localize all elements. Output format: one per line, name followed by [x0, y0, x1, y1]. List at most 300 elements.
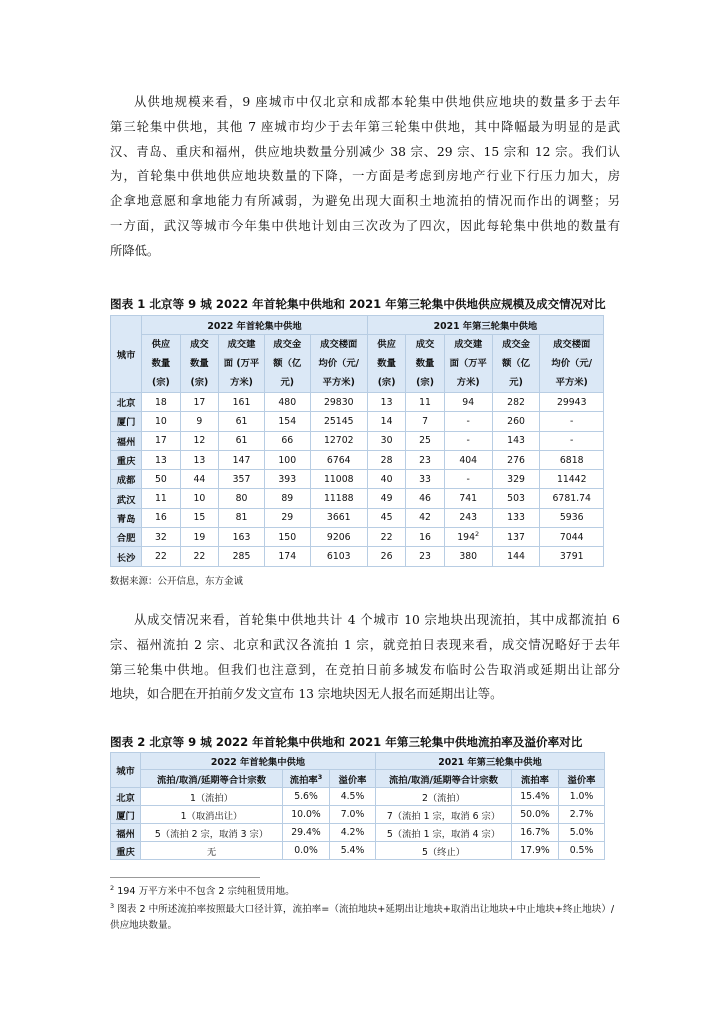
col-header-line: 元)	[280, 377, 295, 388]
col-header-c21-4	[540, 335, 604, 393]
value-cell	[264, 508, 310, 527]
city-cell: 武汉	[111, 489, 142, 508]
value-text: 11188	[323, 493, 354, 505]
value-cell	[264, 393, 310, 412]
value-cell: 2.7%	[559, 806, 605, 824]
value-cell	[219, 528, 265, 547]
col-header-c22-2	[219, 335, 265, 393]
value-cell	[180, 450, 218, 469]
value-cell: 5（流拍 2 宗，取消 3 宗）	[141, 824, 283, 842]
footnote-mark: 3	[110, 901, 115, 910]
value-cell	[142, 470, 180, 489]
table1-supply-comparison	[110, 315, 604, 567]
value-cell	[406, 431, 444, 450]
value-text: 14	[380, 415, 393, 427]
value-cell	[219, 412, 265, 431]
value-cell: 5.0%	[559, 824, 605, 842]
col-header-line: 方米)	[456, 377, 480, 388]
value-cell	[444, 528, 492, 547]
value-cell	[180, 431, 218, 450]
col-header-c21-1	[406, 335, 444, 393]
value-text: 80	[235, 493, 248, 505]
city-cell: 福州	[111, 824, 141, 842]
value-text: 32	[155, 531, 167, 543]
value-text: -	[466, 473, 470, 485]
value-text: 29	[281, 512, 294, 524]
value-cell: 5.6%	[283, 788, 330, 806]
footnote-text: 194 万平方米中不包含 2 宗纯租赁用地。	[117, 886, 295, 897]
col-rate-2021: 流拍率	[512, 770, 559, 788]
col-header-line: 成交	[415, 339, 435, 350]
value-text: 100	[278, 454, 297, 466]
city-cell: 重庆	[111, 842, 141, 860]
value-text: 13	[380, 396, 393, 408]
value-text: 16	[419, 531, 431, 543]
value-cell	[406, 393, 444, 412]
value-text: 329	[507, 473, 525, 485]
col-header-c21-0	[367, 335, 405, 393]
value-cell	[310, 393, 367, 412]
value-cell	[540, 547, 604, 566]
value-text: 23	[419, 551, 431, 563]
value-text: 13	[193, 454, 206, 466]
col-total-2022: 流拍/取消/延期等合计宗数	[141, 770, 283, 788]
value-text: 10	[155, 415, 167, 427]
city-cell: 北京	[111, 393, 142, 412]
value-cell	[367, 431, 405, 450]
value-text: 276	[507, 454, 525, 466]
paragraph-line: 宗、福州流拍 2 宗、北京和武汉各流拍 1 宗，就竞拍日表现来看，成交情况略好于去年	[110, 637, 620, 652]
value-cell	[406, 412, 444, 431]
value-cell	[367, 508, 405, 527]
value-cell: 2（流拍）	[376, 788, 512, 806]
footnote-2	[110, 884, 620, 900]
col-header-c22-0	[142, 335, 180, 393]
col-header-line: 额（亿	[502, 358, 530, 369]
value-cell: 15.4%	[512, 788, 559, 806]
paragraph-line: 地块，如合肥在开拍前夕发文宣布 13 宗地块因无人报名而延期出让等。	[110, 687, 503, 702]
value-cell	[540, 489, 604, 508]
value-cell	[444, 393, 492, 412]
col-premium-2022: 溢价率	[330, 770, 376, 788]
value-text: 7044	[559, 531, 584, 543]
table-row	[111, 508, 604, 527]
value-cell	[264, 412, 310, 431]
value-cell	[367, 547, 405, 566]
city-cell: 福州	[111, 431, 142, 450]
table-row	[111, 842, 605, 860]
value-text: 22	[380, 531, 393, 543]
value-text: 161	[232, 396, 251, 408]
value-text: 13	[155, 454, 167, 466]
city-cell: 北京	[111, 788, 141, 806]
value-cell	[540, 450, 604, 469]
col-header-line: 均价（元/	[551, 358, 593, 369]
col-header-line: 成交楼面	[320, 339, 358, 350]
value-text: 133	[507, 512, 525, 524]
value-text: 404	[459, 454, 478, 466]
table-row	[111, 470, 604, 489]
paragraph-line: 从供地规模来看，9 座城市中仅北京和成都本轮集中供地供应地块的数量多于去年	[134, 95, 620, 109]
value-text: 25145	[323, 415, 354, 427]
city-header: 城市	[111, 753, 141, 788]
group-header-2022: 2022 年首轮集中供地	[141, 753, 376, 770]
value-cell	[367, 489, 405, 508]
value-text: 6781.74	[552, 493, 591, 505]
footnote-mark: 2	[475, 529, 480, 538]
col-header-line: 成交建	[227, 339, 256, 350]
footnote-divider	[110, 877, 260, 878]
value-text: 33	[419, 473, 431, 485]
col-rate-2022	[283, 770, 330, 788]
value-cell	[540, 393, 604, 412]
value-text: 23	[419, 454, 431, 466]
col-header-line: 成交金	[273, 339, 302, 350]
value-text: -	[466, 415, 470, 427]
value-cell	[180, 393, 218, 412]
value-text: 25	[419, 435, 431, 447]
value-cell	[142, 528, 180, 547]
value-cell: 0.0%	[283, 842, 330, 860]
value-cell	[142, 547, 180, 566]
footnote-mark: 3	[317, 772, 323, 781]
value-cell: 17.9%	[512, 842, 559, 860]
value-cell	[492, 470, 540, 489]
group-header-2022: 2022 年首轮集中供地	[142, 316, 368, 335]
col-header-line: 平方米)	[555, 377, 588, 388]
value-cell: 1.0%	[559, 788, 605, 806]
table-row	[111, 824, 605, 842]
value-cell	[264, 450, 310, 469]
value-text: 11	[155, 493, 167, 505]
value-text: 9206	[326, 531, 351, 543]
value-cell: 16.7%	[512, 824, 559, 842]
value-cell	[406, 450, 444, 469]
value-cell	[219, 547, 265, 566]
value-cell	[180, 412, 218, 431]
col-header-line: 成交楼面	[553, 339, 591, 350]
value-cell: 1（流拍）	[141, 788, 283, 806]
value-text: 282	[507, 396, 525, 408]
value-text: 137	[507, 531, 525, 543]
value-text: 61	[235, 415, 248, 427]
col-header-line: 成交建	[454, 339, 483, 350]
col-header-line: 供应	[151, 339, 171, 350]
table1-caption: 图表 1 北京等 9 城 2022 年首轮集中供地和 2021 年第三轮集中供地供应规模及成交情况对比	[110, 297, 606, 311]
value-cell	[180, 528, 218, 547]
value-text: 66	[281, 435, 294, 447]
footnote-text: 供应地块数量。	[110, 920, 178, 931]
paragraph-line: 企拿地意愿和拿地能力有所减弱，为避免出现大面积土地流拍的情况而作出的调整；另	[110, 194, 620, 209]
col-header-c21-3	[492, 335, 540, 393]
city-cell: 长沙	[111, 547, 142, 566]
value-cell	[406, 470, 444, 489]
value-text: 11	[419, 396, 431, 408]
value-cell: 29.4%	[283, 824, 330, 842]
value-cell: 4.5%	[330, 788, 376, 806]
col-header-line: (宗)	[152, 377, 170, 388]
footnote-3	[110, 902, 620, 934]
value-cell	[219, 508, 265, 527]
table-row	[111, 431, 604, 450]
value-cell	[142, 431, 180, 450]
value-text: 154	[278, 415, 297, 427]
value-text: 285	[232, 551, 251, 563]
table-row	[111, 489, 604, 508]
value-cell	[444, 431, 492, 450]
value-text: 46	[419, 493, 431, 505]
value-cell	[264, 470, 310, 489]
city-cell: 青岛	[111, 508, 142, 527]
value-text: 29943	[556, 396, 587, 408]
value-text: 150	[278, 531, 297, 543]
value-cell: 1（取消出让）	[141, 806, 283, 824]
value-text: 6818	[559, 454, 584, 466]
value-text: 12	[193, 435, 206, 447]
value-text: -	[570, 435, 574, 447]
value-cell: 0.5%	[559, 842, 605, 860]
value-cell	[310, 450, 367, 469]
col-total-2021: 流拍/取消/延期等合计宗数	[376, 770, 512, 788]
table-row	[111, 547, 604, 566]
value-cell	[219, 470, 265, 489]
value-text: 503	[507, 493, 525, 505]
col-header-c22-4	[310, 335, 367, 393]
value-text: 147	[232, 454, 251, 466]
value-cell	[310, 431, 367, 450]
value-text: 12702	[323, 435, 354, 447]
city-cell: 成都	[111, 470, 142, 489]
paragraph-line: 从成交情况来看，首轮集中供地共计 4 个城市 10 宗地块出现流拍，其中成都流拍 6	[134, 613, 620, 627]
table-row	[111, 450, 604, 469]
value-text: 19	[193, 531, 206, 543]
value-text: 17	[193, 396, 206, 408]
group-header-2021: 2021 年第三轮集中供地	[376, 753, 605, 770]
col-rate-label: 流拍率	[289, 774, 318, 786]
col-header-line: 数量	[415, 358, 435, 369]
table-row	[111, 412, 604, 431]
value-cell	[180, 508, 218, 527]
paragraph-line: 一方面，武汉等城市今年集中供地计划由三次改为了四次，因此每轮集中供地的数量有	[110, 218, 620, 233]
value-cell	[444, 450, 492, 469]
value-text: 480	[278, 396, 297, 408]
value-cell: 5（流拍 1 宗，取消 4 宗）	[376, 824, 512, 842]
value-cell	[492, 528, 540, 547]
col-header-line: (宗)	[377, 377, 396, 388]
value-text: 30	[380, 435, 393, 447]
value-cell	[142, 489, 180, 508]
value-cell	[367, 450, 405, 469]
col-header-line: 成交金	[502, 339, 530, 350]
value-cell	[310, 547, 367, 566]
value-text: 45	[380, 512, 393, 524]
col-header-line: 平方米)	[322, 377, 355, 388]
city-cell: 厦门	[111, 806, 141, 824]
value-text: 18	[155, 396, 167, 408]
value-text: 40	[380, 473, 393, 485]
value-cell	[367, 470, 405, 489]
paragraph-transaction	[110, 608, 620, 707]
value-cell	[367, 393, 405, 412]
value-cell	[444, 547, 492, 566]
value-text: 22	[155, 551, 167, 563]
value-text: 144	[507, 551, 525, 563]
data-source: 数据来源：公开信息，东方金诚	[110, 576, 244, 587]
value-cell	[540, 412, 604, 431]
value-cell	[142, 508, 180, 527]
col-header-line: 额（亿	[273, 358, 302, 369]
value-text: 16	[155, 512, 167, 524]
value-cell: 4.2%	[330, 824, 376, 842]
value-cell	[406, 528, 444, 547]
value-cell	[219, 431, 265, 450]
table-row	[111, 806, 605, 824]
value-text: 6103	[326, 551, 351, 563]
paragraph-line: 为，首轮集中供地供应地块数量的下降，一方面是考虑到房地产行业下行压力加大，房	[110, 169, 620, 184]
value-cell	[264, 528, 310, 547]
value-text: 3791	[559, 551, 584, 563]
value-cell	[180, 547, 218, 566]
value-cell	[219, 489, 265, 508]
value-text: 50	[155, 473, 167, 485]
value-cell	[264, 489, 310, 508]
value-text: 174	[278, 551, 297, 563]
value-cell	[142, 393, 180, 412]
col-header-c22-1	[180, 335, 218, 393]
value-text: 357	[232, 473, 251, 485]
value-cell	[406, 547, 444, 566]
value-cell	[142, 412, 180, 431]
value-text: 61	[235, 435, 248, 447]
value-cell	[219, 450, 265, 469]
value-text: -	[466, 435, 470, 447]
value-cell	[492, 412, 540, 431]
value-text: 143	[507, 435, 525, 447]
value-cell	[180, 470, 218, 489]
value-cell	[264, 431, 310, 450]
col-header-line: 数量	[151, 358, 171, 369]
paragraph-line: 第三轮集中供地，其他 7 座城市均少于去年第三轮集中供地，其中降幅最为明显的是武	[110, 119, 620, 134]
value-cell	[540, 528, 604, 547]
value-cell	[310, 508, 367, 527]
col-header-line: 供应	[377, 339, 396, 350]
value-text: 44	[193, 473, 206, 485]
group-header-2021: 2021 年第三轮集中供地	[367, 316, 603, 335]
paragraph-supply-scale	[110, 90, 620, 264]
city-cell: 重庆	[111, 450, 142, 469]
value-cell	[142, 450, 180, 469]
value-text: 11442	[556, 473, 587, 485]
value-text: 6764	[326, 454, 351, 466]
value-cell	[540, 470, 604, 489]
value-text: 7	[422, 415, 429, 427]
value-text: 22	[193, 551, 206, 563]
value-text: 11008	[323, 473, 354, 485]
value-cell	[492, 508, 540, 527]
value-cell	[310, 528, 367, 547]
value-cell: 7（流拍 1 宗，取消 6 宗）	[376, 806, 512, 824]
value-cell	[180, 489, 218, 508]
value-text: 243	[459, 512, 478, 524]
value-cell	[406, 489, 444, 508]
col-header-line: 均价（元/	[318, 358, 360, 369]
value-cell	[310, 470, 367, 489]
value-cell	[264, 547, 310, 566]
value-text: 194	[457, 531, 476, 543]
col-header-line: 数量	[377, 358, 396, 369]
value-text: 28	[380, 454, 393, 466]
value-cell: 7.0%	[330, 806, 376, 824]
value-text: 42	[419, 512, 431, 524]
value-cell	[310, 489, 367, 508]
value-text: 393	[278, 473, 297, 485]
value-cell: 10.0%	[283, 806, 330, 824]
table-row	[111, 528, 604, 547]
value-cell	[219, 393, 265, 412]
value-cell	[540, 431, 604, 450]
value-text: 260	[507, 415, 525, 427]
value-cell	[492, 547, 540, 566]
value-text: 17	[155, 435, 167, 447]
value-cell	[492, 393, 540, 412]
paragraph-line: 所降低。	[110, 243, 160, 258]
col-header-line: 数量	[190, 358, 209, 369]
city-cell: 厦门	[111, 412, 142, 431]
col-header-line: (宗)	[190, 377, 209, 388]
value-text: -	[570, 415, 574, 427]
city-cell: 合肥	[111, 528, 142, 547]
value-text: 9	[196, 415, 203, 427]
value-text: 94	[462, 396, 475, 408]
value-text: 3661	[326, 512, 351, 524]
value-text: 741	[459, 493, 478, 505]
value-cell	[492, 489, 540, 508]
footnote-mark: 2	[110, 883, 115, 892]
value-cell	[310, 412, 367, 431]
col-header-line: 面（万平	[449, 358, 487, 369]
value-cell: 50.0%	[512, 806, 559, 824]
value-cell	[444, 470, 492, 489]
paragraph-line: 第三轮集中供地。但我们也注意到，在竞拍日前多城发布临时公告取消或延期出让部分	[110, 662, 620, 677]
col-header-line: 面 (万平	[223, 358, 260, 369]
value-cell	[444, 412, 492, 431]
value-text: 15	[193, 512, 206, 524]
value-text: 89	[281, 493, 294, 505]
value-cell	[492, 450, 540, 469]
col-header-line: 方米)	[230, 377, 253, 388]
table2-rate-comparison	[110, 752, 605, 860]
col-header-line: (宗)	[416, 377, 434, 388]
value-text: 29830	[323, 396, 354, 408]
value-cell: 5（终止）	[376, 842, 512, 860]
value-cell	[492, 431, 540, 450]
table2-caption: 图表 2 北京等 9 城 2022 年首轮集中供地和 2021 年第三轮集中供地流拍率及溢价率对比	[110, 735, 583, 749]
value-text: 380	[459, 551, 478, 563]
col-header-line: 元)	[509, 377, 523, 388]
value-cell	[367, 528, 405, 547]
value-cell	[540, 508, 604, 527]
value-text: 10	[193, 493, 206, 505]
paragraph-line: 汉、青岛、重庆和福州，供应地块数量分别减少 38 宗、29 宗、15 宗和 12 宗。我们认	[110, 144, 620, 159]
value-text: 49	[380, 493, 393, 505]
value-cell: 5.4%	[330, 842, 376, 860]
col-header-c22-3	[264, 335, 310, 393]
table-row	[111, 788, 605, 806]
col-premium-2021: 溢价率	[559, 770, 605, 788]
city-header: 城市	[111, 316, 142, 393]
col-header-c21-2	[444, 335, 492, 393]
value-cell	[444, 508, 492, 527]
